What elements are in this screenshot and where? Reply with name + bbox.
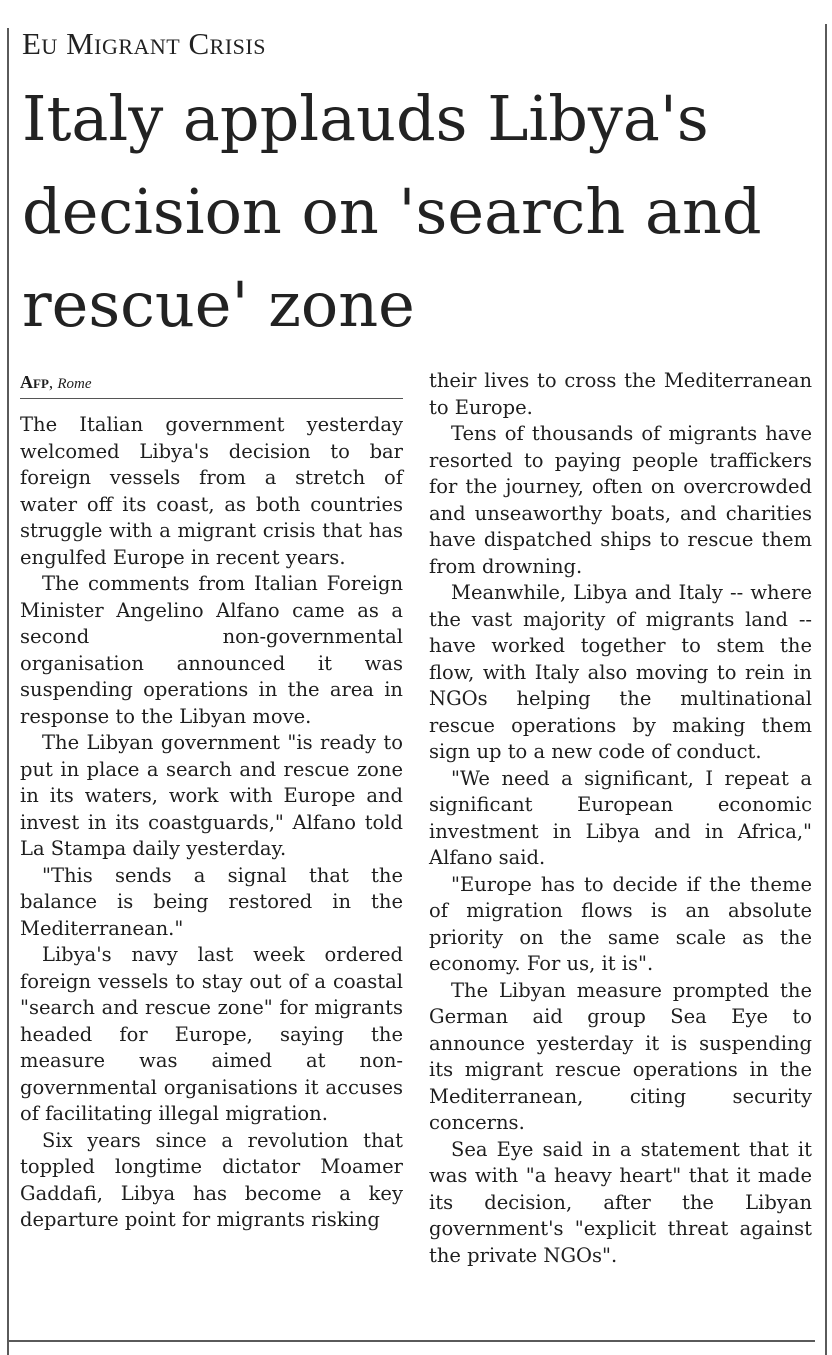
article-column-right xyxy=(429,368,812,1269)
article-paragraph-continued: their lives to cross the Mediterranean to Europe. xyxy=(429,369,812,419)
byline-agency: Afp xyxy=(20,372,49,392)
article-paragraph: "This sends a signal that the balance is being restored in the Mediterranean." xyxy=(20,863,403,940)
left-column-rule xyxy=(7,28,9,1355)
article-paragraph: Six years since a revolution that toppled longtime dictator Moamer Gaddafi, Libya has become a key departure point for migrants risking xyxy=(20,1128,403,1231)
article-headline: Italy applauds Libya's decision on 'search and rescue' zone xyxy=(22,82,762,341)
byline-separator: , xyxy=(48,373,58,392)
right-column-rule xyxy=(825,24,827,1355)
article-paragraph: Tens of thousands of migrants have resorted to paying people traffickers for the journey, often on overcrowded and unseaworthy boats, and charities have dispatched ships to rescue them from drowning. xyxy=(429,422,812,578)
section-kicker: Eu Migrant Crisis xyxy=(22,26,266,61)
article-column-left xyxy=(20,412,403,1234)
article-paragraph: Meanwhile, Libya and Italy -- where the vast majority of migrants land -- have worked together to stem the flow, with Italy also moving to rein in NGOs helping the multinational rescue operations by making them sign up to a new code of conduct. xyxy=(429,581,812,763)
article-paragraph: "We need a significant, I repeat a significant European economic investment in Libya and in Africa," Alfano said. xyxy=(429,766,812,869)
article-paragraph: "Europe has to decide if the theme of migration flows is an absolute priority on the same scale as the economy. For us, it is". xyxy=(429,872,812,975)
byline-place: Rome xyxy=(57,376,92,392)
article-paragraph: The Libyan government "is ready to put in place a search and rescue zone in its waters, work with Europe and invest in its coastguards," Alfano told La Stampa daily yesterday. xyxy=(20,731,403,860)
byline-divider xyxy=(20,398,403,399)
article-paragraph: The Italian government yesterday welcomed Libya's decision to bar foreign vessels from a stretch of water off its coast, as both countries struggle with a migrant crisis that has engulfed Europe in recent years. xyxy=(20,413,403,569)
article-paragraph: The Libyan measure prompted the German aid group Sea Eye to announce yesterday it is suspending its migrant rescue operations in the Mediterranean, citing security concerns. xyxy=(429,978,812,1134)
bottom-rule xyxy=(7,1340,815,1342)
article-paragraph: The comments from Italian Foreign Minister Angelino Alfano came as a second non-governmental organisation announced it was suspending operations in the area in response to the Libyan move. xyxy=(20,572,403,728)
article-paragraph: Libya's navy last week ordered foreign vessels to stay out of a coastal "search and rescue zone" for migrants headed for Europe, saying the measure was aimed at non-governmental organisations it accuses of facilitating illegal migration. xyxy=(20,943,403,1125)
article-paragraph: Sea Eye said in a statement that it was with "a heavy heart" that it made its decision, after the Libyan government's "explicit threat against the private NGOs". xyxy=(429,1137,812,1267)
byline xyxy=(20,370,92,396)
